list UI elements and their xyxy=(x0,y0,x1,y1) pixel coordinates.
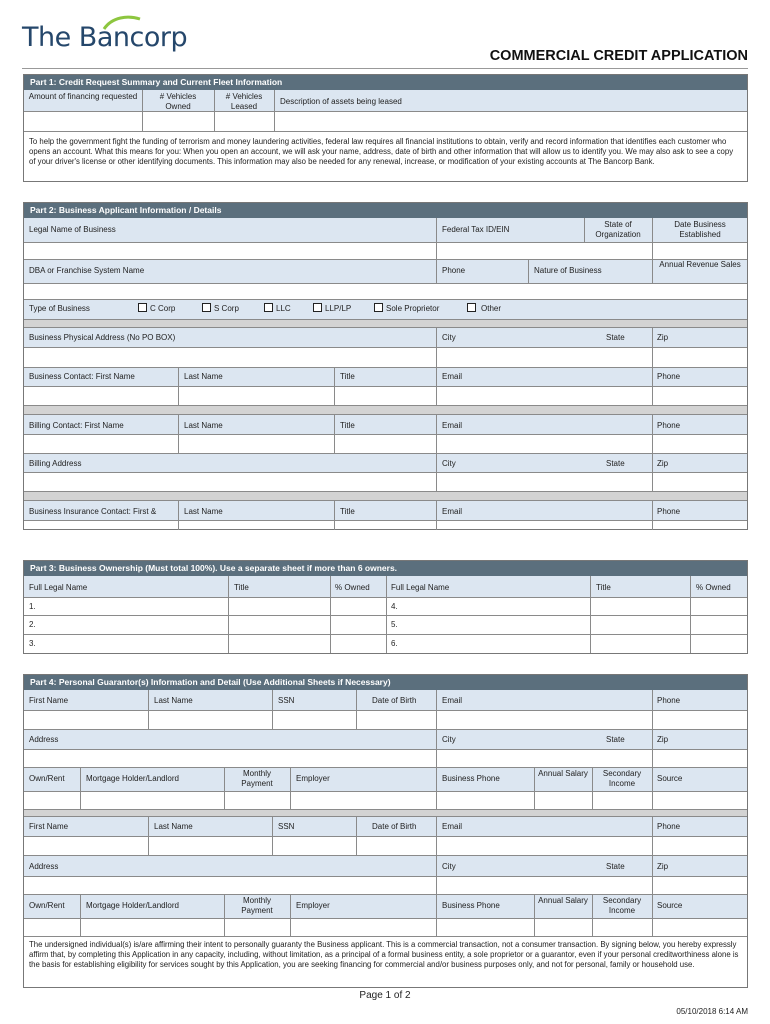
g2-employer-label: Employer xyxy=(296,901,330,910)
billing-contact-last-input[interactable] xyxy=(179,435,334,453)
billing-contact-phone-input[interactable] xyxy=(653,435,747,453)
annual-revenue-input[interactable] xyxy=(653,284,747,299)
nature-business-label: Nature of Business xyxy=(534,266,602,275)
city-state-input[interactable] xyxy=(437,348,652,367)
g2-phone-label: Phone xyxy=(657,822,681,831)
billing-zip-input[interactable] xyxy=(653,473,747,491)
insurance-contact-email-label: Email xyxy=(442,507,463,516)
bancorp-logo: The Bancorp xyxy=(22,22,188,53)
owner-row-3[interactable]: 3. xyxy=(29,639,36,648)
phone-label: Phone xyxy=(442,266,466,275)
business-contact-first-label: Business Contact: First Name xyxy=(29,372,135,381)
owner-title-label-left: Title xyxy=(234,583,249,592)
insurance-contact-last-label: Last Name xyxy=(184,507,223,516)
phone-nature-input[interactable] xyxy=(437,284,652,299)
other-checkbox[interactable] xyxy=(467,303,476,312)
page-number: Page 1 of 2 xyxy=(359,990,411,1001)
g1-phone-input[interactable] xyxy=(653,711,747,729)
legal-name-label: Legal Name of Business xyxy=(29,225,116,234)
billing-city-state-input[interactable] xyxy=(437,473,652,491)
g2-city-state-input[interactable] xyxy=(437,877,652,894)
g1-first-name-label: First Name xyxy=(29,696,69,705)
g2-last-name-input[interactable] xyxy=(149,837,272,855)
owner-title-label-right: Title xyxy=(596,583,611,592)
g2-zip-label: Zip xyxy=(657,862,669,871)
g1-monthly-payment-label: Monthly Payment xyxy=(241,769,273,788)
billing-contact-phone-label: Phone xyxy=(657,421,681,430)
date-established-label: Date Business Established xyxy=(674,220,726,239)
vehicles-owned-label: # Vehicles Owned xyxy=(159,92,197,111)
g2-last-name-label: Last Name xyxy=(154,822,193,831)
federal-tax-label: Federal Tax ID/EIN xyxy=(442,225,510,234)
city-label: City xyxy=(442,333,456,342)
g2-secondary-income-label: Secondary Income xyxy=(602,896,642,915)
g2-email-label: Email xyxy=(442,822,463,831)
g1-ssn-label: SSN xyxy=(278,696,295,705)
zip-input[interactable] xyxy=(653,348,747,367)
part1-section xyxy=(23,74,748,182)
g2-ssn-label: SSN xyxy=(278,822,295,831)
insurance-contact-first-label: Business Insurance Contact: First & xyxy=(29,507,157,516)
g1-annual-salary-label: Annual Salary xyxy=(538,769,588,778)
patriot-act-notice: To help the government fight the funding of terrorism and money laundering activities, federal law requires all financial institutions to obtain, verify and record information that identifies each customer who opens an account. What this means for you: When you open an account, we will ask your name, address, date of birth and other information that will allow us to identify you. We may also ask to see a copy of your driver's license or other identifying documents. This information may also be needed for any renewal, increase, or modification of your existing accounts at The Bancorp Bank. xyxy=(29,137,734,166)
business-contact-email-input[interactable] xyxy=(437,387,652,405)
other-label: Other xyxy=(481,304,502,313)
g1-city-label: City xyxy=(442,735,456,744)
physical-address-input[interactable] xyxy=(24,348,436,367)
llp-lp-label: LLP/LP xyxy=(325,304,352,313)
g1-first-name-input[interactable] xyxy=(24,711,148,729)
insurance-contact-title-input[interactable] xyxy=(335,521,436,529)
business-contact-phone-input[interactable] xyxy=(653,387,747,405)
g1-secondary-income-label: Secondary Income xyxy=(602,769,642,788)
vehicles-leased-input[interactable] xyxy=(215,112,274,131)
billing-address-input[interactable] xyxy=(24,473,436,491)
part4-header: Part 4: Personal Guarantor(s) Information and Detail (Use Additional Sheets if Necessary) xyxy=(24,675,747,690)
owner-row-4[interactable]: 4. xyxy=(391,602,398,611)
insurance-contact-email-input[interactable] xyxy=(437,521,652,529)
billing-city-label: City xyxy=(442,459,456,468)
g2-phone-input[interactable] xyxy=(653,837,747,855)
part4-section xyxy=(23,674,748,988)
business-contact-email-label: Email xyxy=(442,372,463,381)
owner-name-label-right: Full Legal Name xyxy=(391,583,450,592)
g2-address-label: Address xyxy=(29,862,59,871)
part2-header: Part 2: Business Applicant Information / Details xyxy=(24,203,747,218)
owner-row-1[interactable]: 1. xyxy=(29,602,36,611)
insurance-contact-phone-input[interactable] xyxy=(653,521,747,529)
state-org-input[interactable] xyxy=(585,243,652,259)
date-established-input[interactable] xyxy=(653,243,747,259)
logo-swoosh-icon xyxy=(102,15,142,31)
g1-state-label: State xyxy=(606,735,625,744)
g2-mortgage-label: Mortgage Holder/Landlord xyxy=(86,901,179,910)
part3-header: Part 3: Business Ownership (Must total 100%). Use a separate sheet if more than 6 owners. xyxy=(24,561,747,576)
g2-annual-salary-label: Annual Salary xyxy=(538,896,588,905)
sole-proprietor-checkbox[interactable] xyxy=(374,303,383,312)
vehicles-leased-label: # Vehicles Leased xyxy=(225,92,263,111)
g1-employer-label: Employer xyxy=(296,774,330,783)
c-corp-label: C Corp xyxy=(150,304,176,313)
owner-row-5[interactable]: 5. xyxy=(391,620,398,629)
g2-zip-input[interactable] xyxy=(653,877,747,894)
vehicles-owned-input[interactable] xyxy=(143,112,214,131)
assets-description-label: Description of assets being leased xyxy=(280,97,402,106)
g1-zip-label: Zip xyxy=(657,735,669,744)
federal-tax-input[interactable] xyxy=(437,243,584,259)
business-contact-last-label: Last Name xyxy=(184,372,223,381)
g1-source-label: Source xyxy=(657,774,683,783)
owner-pct-label-right: % Owned xyxy=(696,583,731,592)
billing-contact-first-input[interactable] xyxy=(24,435,178,453)
g2-dob-label: Date of Birth xyxy=(372,822,417,831)
billing-contact-title-label: Title xyxy=(340,421,355,430)
g2-own-rent-label: Own/Rent xyxy=(29,901,65,910)
owner-row-2[interactable]: 2. xyxy=(29,620,36,629)
insurance-contact-title-label: Title xyxy=(340,507,355,516)
billing-contact-last-label: Last Name xyxy=(184,421,223,430)
part3-section xyxy=(23,560,748,654)
g1-last-name-label: Last Name xyxy=(154,696,193,705)
g1-city-state-input[interactable] xyxy=(437,750,652,767)
g2-first-name-input[interactable] xyxy=(24,837,148,855)
s-corp-checkbox[interactable] xyxy=(202,303,211,312)
zip-label: Zip xyxy=(657,333,669,342)
business-contact-title-input[interactable] xyxy=(335,387,436,405)
billing-address-label: Billing Address xyxy=(29,459,82,468)
business-contact-phone-label: Phone xyxy=(657,372,681,381)
dba-label: DBA or Franchise System Name xyxy=(29,266,145,275)
llp-lp-checkbox[interactable] xyxy=(313,303,322,312)
state-org-label: State of Organization xyxy=(595,220,641,239)
part1-header: Part 1: Credit Request Summary and Current Fleet Information xyxy=(24,75,747,90)
business-contact-last-input[interactable] xyxy=(179,387,334,405)
billing-state-label: State xyxy=(606,459,625,468)
billing-contact-title-input[interactable] xyxy=(335,435,436,453)
form-title: COMMERCIAL CREDIT APPLICATION xyxy=(489,48,748,64)
g1-dob-label: Date of Birth xyxy=(372,696,417,705)
physical-address-label: Business Physical Address (No PO BOX) xyxy=(29,333,176,342)
part2-section xyxy=(23,202,748,530)
guaranty-disclaimer: The undersigned individual(s) is/are affirming their intent to personally guaranty the Business applicant. This is a commercial transaction, not a consumer transaction. By signing below, you hereby expressly affirm that, by completing this Application in any capacity, including, without limitation, as a principal of a formal business entity, a sole proprietor or a guarantor, even if your personal creditworthiness alone is the basis for establishing eligibility for services sought by this Application, you are seeking financing for commercial and/or business purposes only, and not for personal, family or household use. xyxy=(29,940,739,969)
owner-pct-label-left: % Owned xyxy=(335,583,370,592)
insurance-contact-last-input[interactable] xyxy=(179,521,334,529)
legal-name-input[interactable] xyxy=(24,243,436,259)
g2-address-input[interactable] xyxy=(24,877,436,894)
type-business-label: Type of Business xyxy=(29,304,90,313)
insurance-contact-first-input[interactable] xyxy=(24,521,178,529)
assets-description-input[interactable] xyxy=(275,112,747,131)
g2-city-label: City xyxy=(442,862,456,871)
g2-state-label: State xyxy=(606,862,625,871)
billing-zip-label: Zip xyxy=(657,459,669,468)
g2-first-name-label: First Name xyxy=(29,822,69,831)
g1-mortgage-label: Mortgage Holder/Landlord xyxy=(86,774,179,783)
llc-checkbox[interactable] xyxy=(264,303,273,312)
billing-contact-email-input[interactable] xyxy=(437,435,652,453)
g2-dob-input[interactable] xyxy=(357,837,436,855)
owner-name-label-left: Full Legal Name xyxy=(29,583,88,592)
g2-source-label: Source xyxy=(657,901,683,910)
dba-input[interactable] xyxy=(24,284,436,299)
g1-phone-label: Phone xyxy=(657,696,681,705)
billing-contact-first-label: Billing Contact: First Name xyxy=(29,421,124,430)
g2-monthly-payment-label: Monthly Payment xyxy=(241,896,273,915)
amount-financing-label: Amount of financing requested xyxy=(28,92,138,101)
g2-email-input[interactable] xyxy=(437,837,652,855)
billing-contact-email-label: Email xyxy=(442,421,463,430)
g1-zip-input[interactable] xyxy=(653,750,747,767)
business-contact-first-input[interactable] xyxy=(24,387,178,405)
business-contact-title-label: Title xyxy=(340,372,355,381)
g1-address-input[interactable] xyxy=(24,750,436,767)
c-corp-checkbox[interactable] xyxy=(138,303,147,312)
insurance-contact-phone-label: Phone xyxy=(657,507,681,516)
timestamp: 05/10/2018 6:14 AM xyxy=(676,1007,748,1016)
s-corp-label: S Corp xyxy=(214,304,239,313)
g1-last-name-input[interactable] xyxy=(149,711,272,729)
g1-ssn-input[interactable] xyxy=(273,711,356,729)
g1-business-phone-label: Business Phone xyxy=(442,774,500,783)
g2-ssn-input[interactable] xyxy=(273,837,356,855)
title-divider xyxy=(22,68,748,69)
sole-proprietor-label: Sole Proprietor xyxy=(386,304,440,313)
llc-label: LLC xyxy=(276,304,291,313)
g1-dob-input[interactable] xyxy=(357,711,436,729)
state-label: State xyxy=(606,333,625,342)
amount-financing-input[interactable] xyxy=(24,112,142,131)
g1-own-rent-label: Own/Rent xyxy=(29,774,65,783)
g1-email-label: Email xyxy=(442,696,463,705)
annual-revenue-label: Annual Revenue Sales xyxy=(659,260,741,269)
owner-row-6[interactable]: 6. xyxy=(391,639,398,648)
g1-address-label: Address xyxy=(29,735,59,744)
g2-business-phone-label: Business Phone xyxy=(442,901,500,910)
g1-email-input[interactable] xyxy=(437,711,652,729)
